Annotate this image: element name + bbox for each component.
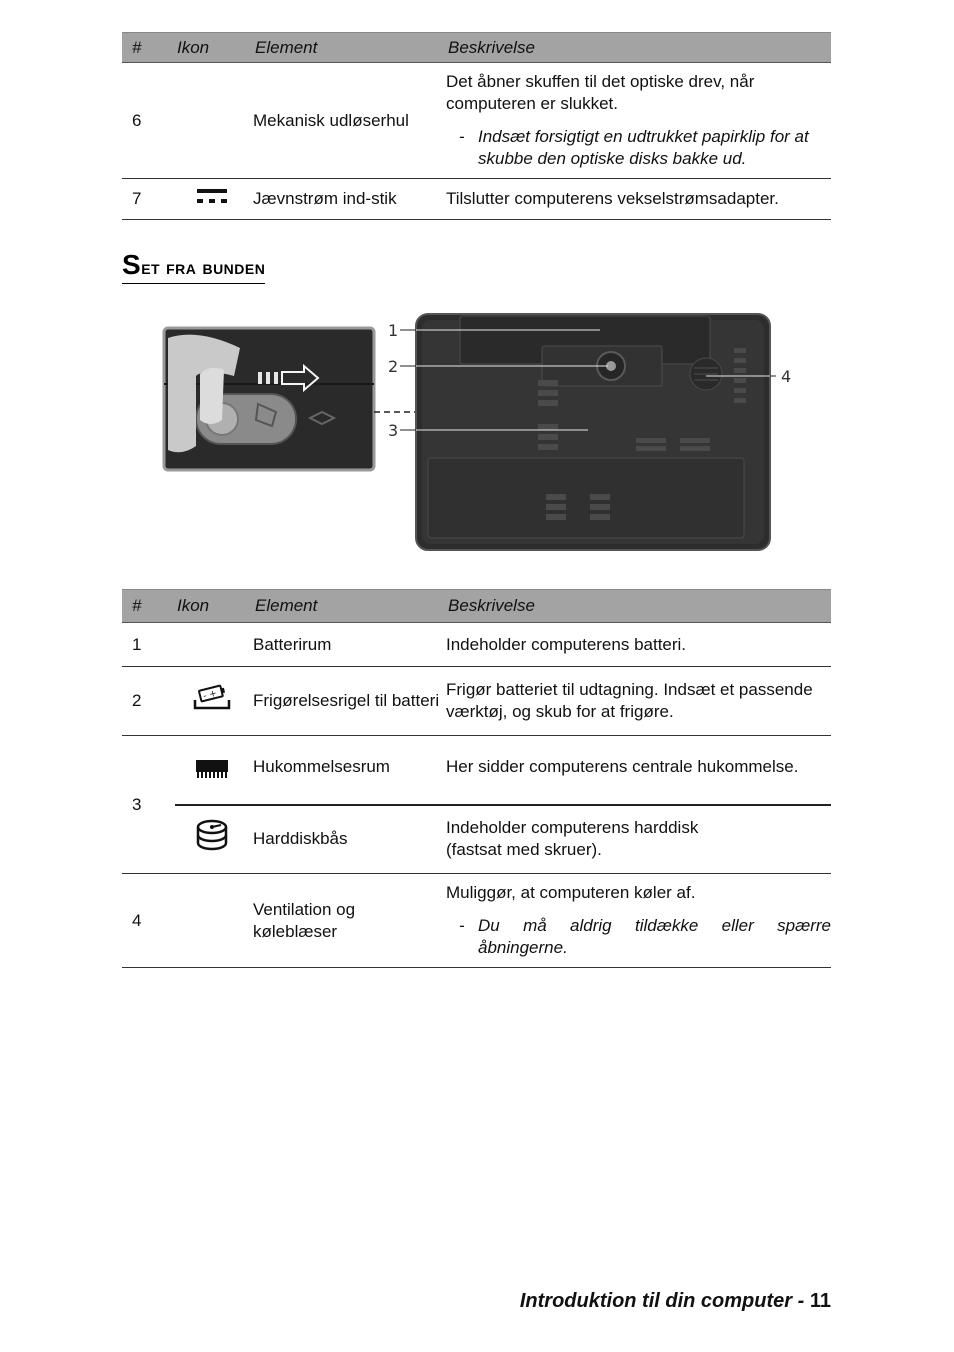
battery-latch-closeup bbox=[164, 328, 374, 470]
description-note: - Du må aldrig tildække eller spærre åbningerne. bbox=[459, 916, 831, 957]
row-description: Frigør batteriet til udtagning. Indsæt et passende værktøj, og skub for at frigøre. bbox=[442, 667, 831, 736]
col-header-element: Element bbox=[249, 590, 442, 623]
section-heading bbox=[122, 250, 265, 284]
col-header-description: Beskrivelse bbox=[442, 33, 831, 63]
row-icon-empty bbox=[175, 623, 249, 667]
table-row bbox=[122, 179, 831, 220]
laptop-bottom-illustration bbox=[160, 308, 800, 558]
laptop-underside bbox=[416, 314, 770, 550]
hard-disk-icon bbox=[175, 805, 249, 874]
row-element: Frigørelsesrigel til batteri bbox=[249, 667, 442, 736]
heading-initial: S bbox=[122, 249, 142, 280]
col-header-description: Beskrivelse bbox=[442, 590, 831, 623]
col-header-number: # bbox=[122, 33, 175, 63]
col-header-icon: Ikon bbox=[175, 590, 249, 623]
table-row bbox=[122, 805, 831, 874]
row-description bbox=[442, 63, 831, 179]
description-text: Det åbner skuffen til det optiske drev, når computeren er slukket. bbox=[446, 72, 755, 113]
row-icon-empty bbox=[175, 63, 249, 179]
row-number: 1 bbox=[122, 623, 175, 667]
page-footer bbox=[520, 1290, 831, 1313]
table-row bbox=[122, 874, 831, 968]
note-line: åbningerne. bbox=[478, 938, 568, 957]
row-number: 7 bbox=[122, 179, 175, 220]
svg-text:- +: - + bbox=[202, 688, 218, 702]
table-header-row bbox=[122, 33, 831, 63]
row-element: Mekanisk udløserhul bbox=[249, 63, 442, 179]
footer-title: Introduktion til din computer - bbox=[519, 1290, 810, 1312]
col-header-number: # bbox=[122, 590, 175, 623]
row-number: 6 bbox=[122, 63, 175, 179]
description-note: - Indsæt forsigtigt en udtrukket papirklip for at skubbe den optiske disks bakke ud. bbox=[446, 126, 831, 170]
row-element: Ventilation og køleblæser bbox=[249, 874, 442, 968]
callout-1: 1 bbox=[388, 321, 399, 340]
row-icon-empty bbox=[175, 874, 249, 968]
row-number: 4 bbox=[122, 874, 175, 968]
row-number: 2 bbox=[122, 667, 175, 736]
row-description bbox=[442, 874, 831, 968]
row-description: Her sidder computerens centrale hukommelse. bbox=[442, 736, 831, 805]
dc-in-icon bbox=[175, 179, 249, 220]
table-row bbox=[122, 623, 831, 667]
bottom-view-table bbox=[122, 589, 831, 968]
row-element: Harddiskbås bbox=[249, 805, 442, 874]
col-header-element: Element bbox=[249, 33, 442, 63]
page-number: 11 bbox=[809, 1290, 831, 1312]
memory-icon bbox=[175, 736, 249, 805]
heading-rest: et fra bunden bbox=[141, 257, 266, 279]
row-element: Hukommelsesrum bbox=[249, 736, 442, 805]
note-text bbox=[478, 915, 831, 959]
ports-table-continued bbox=[122, 32, 831, 220]
callout-3: 3 bbox=[388, 421, 399, 440]
description-line: (fastsat med skruer). bbox=[446, 840, 602, 860]
row-description: Tilslutter computerens vekselstrømsadapter. bbox=[442, 179, 831, 220]
note-text: Indsæt forsigtigt en udtrukket papirklip for at skubbe den optiske disks bakke ud. bbox=[478, 127, 809, 168]
table-header-row bbox=[122, 590, 831, 623]
note-line: Du må aldrig tildække eller spærre bbox=[478, 916, 831, 935]
col-header-icon: Ikon bbox=[175, 33, 249, 63]
row-description bbox=[442, 805, 831, 874]
row-element: Batterirum bbox=[249, 623, 442, 667]
table-row bbox=[122, 736, 831, 805]
table-row bbox=[122, 667, 831, 736]
description-text: Muliggør, at computeren køler af. bbox=[446, 883, 696, 902]
callout-2: 2 bbox=[388, 357, 399, 376]
description-line: Indeholder computerens harddisk bbox=[446, 818, 699, 838]
row-number: 3 bbox=[122, 736, 175, 874]
battery-release-icon bbox=[175, 667, 249, 736]
callout-4: 4 bbox=[781, 367, 792, 386]
table-row bbox=[122, 63, 831, 179]
row-description: Indeholder computerens batteri. bbox=[442, 623, 831, 667]
row-element: Jævnstrøm ind-stik bbox=[249, 179, 442, 220]
